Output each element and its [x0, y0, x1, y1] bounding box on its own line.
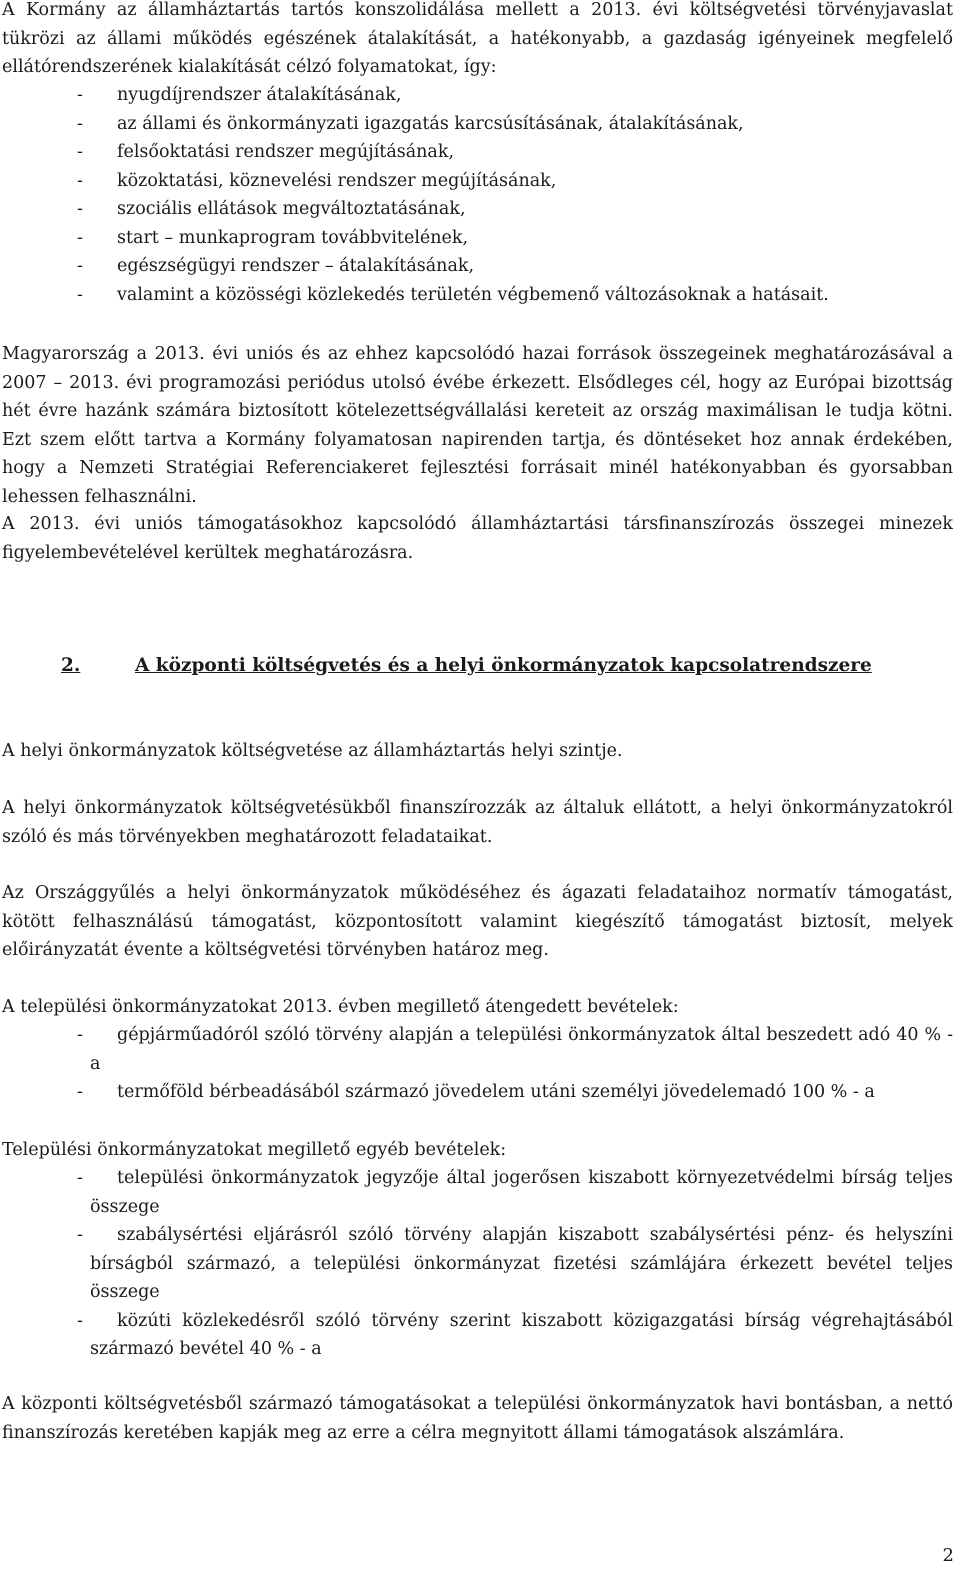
list-dash: -	[77, 1310, 83, 1331]
section-heading	[61, 652, 872, 680]
list-item: - felsőoktatási rendszer megújításának,	[2, 138, 953, 167]
list-dash: -	[77, 142, 83, 162]
local-budget-paragraph: A helyi önkormányzatok költségvetése az államháztartás helyi szintje.	[2, 741, 623, 761]
list-item: - nyugdíjrendszer átalakításának,	[2, 81, 953, 110]
intro-paragraph: A Kormány az államháztartás tartós konszolidálása mellett a 2013. évi költségvetési törvényjavaslat tükrözi az állami működés egészének átalakítását, a hatékonyabb, a gazdaság igényeinek megfelelő ellátórendszerének kialakítását célzó folyamatokat, így:	[2, 0, 953, 77]
list-item: - közoktatási, köznevelési rendszer megújításának,	[2, 167, 953, 196]
list-item: - egészségügyi rendszer – átalakításának,	[2, 252, 953, 281]
eu-cofinancing-paragraph: A 2013. évi uniós támogatásokhoz kapcsolódó államháztartási társfinanszírozás összegei minezek figyelembevételével kerültek meghatározásra.	[2, 514, 953, 563]
list-dash: -	[77, 113, 83, 134]
list-item: - start – munkaprogram továbbvitelének,	[2, 224, 953, 253]
list-item: - termőföld bérbeadásából származó jövedelem utáni személyi jövedelemadó 100 % - a	[2, 1078, 953, 1107]
transferred-revenues-intro: A települési önkormányzatokat 2013. évben megillető átengedett bevételek:	[2, 997, 679, 1017]
list-item: - gépjárműadóról szóló törvény alapján a települési önkormányzatok által beszedett adó 40 % - a	[2, 1021, 953, 1078]
list-item: - az állami és önkormányzati igazgatás karcsúsításának, átalakításának,	[2, 110, 953, 139]
other-revenues-intro: Települési önkormányzatokat megillető egyéb bevételek:	[2, 1140, 507, 1160]
list-dash: -	[77, 199, 83, 219]
transferred-revenues-list	[2, 1021, 953, 1107]
list-item: - közúti közlekedésről szóló törvény szerint kiszabott közigazgatási bírság végrehajtásából származó bevétel 40 % - a	[2, 1307, 953, 1364]
eu-funds-paragraph: Magyarország a 2013. évi uniós és az ehhez kapcsolódó hazai források összegeinek meghatározásával a 2007 – 2013. évi programozási periódus utolsó évébe érkezett. Elsődleges cél, hogy az Európai bizottság hét évre hazánk számára biztosított kötelezettségvállalási kereteit az ország maximálisan le tudja kötni. Ezt szem előtt tartva a Kormány folyamatosan napirenden tartja, és döntéseket hoz annak érdekében, hogy a Nemzeti Stratégiai Referenciakeret fejlesztési forrásait minél hatékonyabban és gyorsabban lehessen felhasználni.	[2, 344, 953, 507]
page-number: 2	[942, 1545, 954, 1566]
list-item: - települési önkormányzatok jegyzője által jogerősen kiszabott környezetvédelmi bírság teljes összege	[2, 1164, 953, 1221]
list-dash: -	[77, 227, 83, 248]
section-number: 2.	[61, 655, 81, 676]
list-item: - szociális ellátások megváltoztatásának,	[2, 195, 953, 224]
parliament-support-paragraph: Az Országgyűlés a helyi önkormányzatok működéséhez és ágazati feladataihoz normatív támogatást, kötött felhasználású támogatást, központosított valamint kiegészítő támogatást biztosít, melyek előirányzatát évente a költségvetési törvényben határoz meg.	[2, 883, 953, 960]
list-item: - szabálysértési eljárásról szóló törvény alapján kiszabott szabálysértési pénz- és helyszíni bírságból származó, a települési önkormányzat fizetési számlájára érkezett bevétel teljes összege	[2, 1221, 953, 1307]
reform-list	[2, 81, 953, 309]
list-dash: -	[77, 256, 83, 276]
list-dash: -	[77, 170, 83, 191]
list-dash: -	[77, 85, 83, 105]
section-title: A központi költségvetés és a helyi önkormányzatok kapcsolatrendszere	[135, 655, 872, 676]
list-item: - valamint a közösségi közlekedés területén végbemenő változásoknak a hatásait.	[2, 281, 953, 310]
closing-paragraph: A központi költségvetésből származó támogatásokat a települési önkormányzatok havi bontásban, a nettó finanszírozás keretében kapják meg az erre a célra megnyitott állami támogatások alszámlára.	[2, 1394, 953, 1443]
list-dash: -	[77, 1168, 83, 1188]
other-revenues-list	[2, 1164, 953, 1364]
local-tasks-paragraph: A helyi önkormányzatok költségvetésükből finanszírozzák az általuk ellátott, a helyi önkormányzatokról szóló és más törvényekben meghatározott feladataikat.	[2, 798, 953, 847]
list-dash: -	[77, 1225, 83, 1245]
list-dash: -	[77, 1025, 83, 1045]
list-dash: -	[77, 1082, 83, 1102]
list-dash: -	[77, 284, 83, 305]
